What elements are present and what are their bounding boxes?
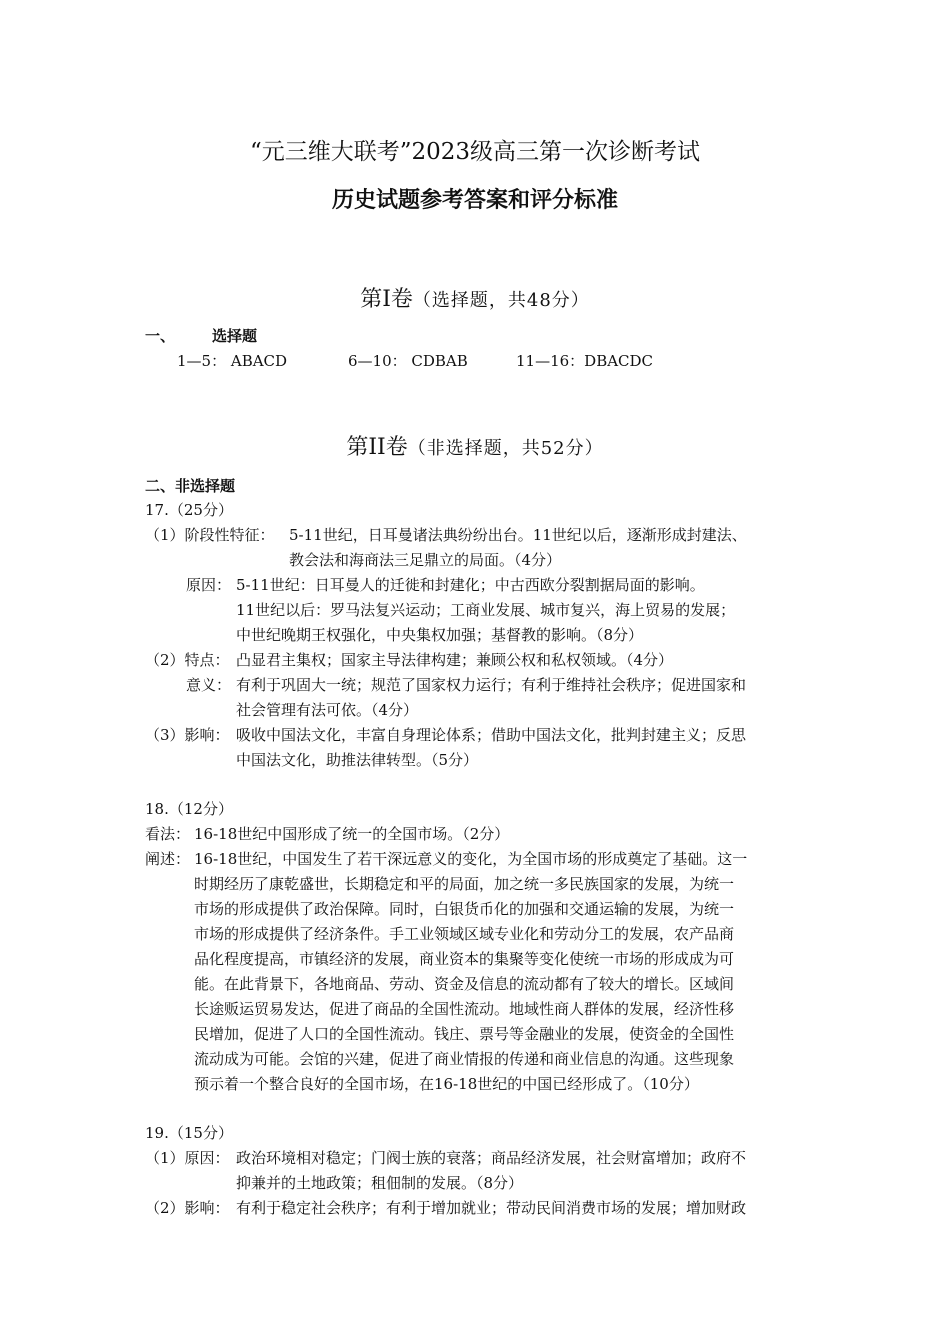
- q18-desc-line: 16-18世纪，中国发生了若干深远意义的变化，为全国市场的形成奠定了基础。这一: [194, 850, 748, 868]
- q17-heading: 17.（25分）: [145, 501, 233, 519]
- q19-part2-label: （2）影响：: [145, 1199, 230, 1217]
- q18-view-text: 16-18世纪中国形成了统一的全国市场。（2分）: [194, 825, 510, 843]
- section2-label: 二、非选择题: [145, 477, 236, 495]
- answers-11-16: 11—16：DBACDC: [516, 352, 654, 370]
- q19-part1-line2: 抑兼并的土地政策；租佃制的发展。（8分）: [236, 1174, 524, 1192]
- q18-desc-line: 品化程度提高，市镇经济的发展，商业资本的集聚等变化使统一市场的形成成为可: [194, 950, 735, 968]
- q19-part1-line1: 政治环境相对稳定；门阀士族的衰落；商品经济发展，社会财富增加；政府不: [236, 1149, 747, 1167]
- q18-desc-line: 时期经历了康乾盛世，长期稳定和平的局面，加之统一多民族国家的发展，为统一: [194, 875, 735, 893]
- part2-heading: [0, 432, 950, 465]
- q17-part1b-label: 原因：: [186, 576, 232, 594]
- q18-desc-line: 预示着一个整合良好的全国市场，在16-18世纪的中国已经形成了。（10分）: [194, 1075, 699, 1093]
- q17-part1b-line3: 中世纪晚期王权强化，中央集权加强；基督教的影响。（8分）: [236, 626, 644, 644]
- exam-subtitle: 历史试题参考答案和评分标准: [331, 188, 618, 213]
- answers-6-10: 6—10： CDBAB: [348, 352, 468, 370]
- q17-part1b-line2: 11世纪以后：罗马法复兴运动；工商业发展、城市复兴，海上贸易的发展；: [236, 601, 736, 619]
- q17-part3-label: （3）影响：: [145, 726, 230, 744]
- q18-desc-label: 阐述：: [145, 850, 191, 868]
- q18-view-label: 看法：: [145, 825, 191, 843]
- section1-number: 一、: [145, 327, 176, 345]
- q17-part2b-line2: 社会管理有法可依。（4分）: [236, 701, 419, 719]
- q19-heading: 19.（15分）: [145, 1124, 233, 1142]
- q17-part2-label: （2）特点：: [145, 651, 230, 669]
- q19-part1-label: （1）原因：: [145, 1149, 230, 1167]
- q19-part2-line1: 有利于稳定社会秩序；有利于增加就业；带动民间消费市场的发展；增加财政: [236, 1199, 747, 1217]
- q17-part1-label: （1）阶段性特征：: [145, 526, 275, 544]
- q18-desc-line: 能。在此背景下，各地商品、劳动、资金及信息的流动都有了较大的增长。区域间: [194, 975, 735, 993]
- q17-part3-line1: 吸收中国法文化，丰富自身理论体系；借助中国法文化，批判封建主义；反思: [236, 726, 747, 744]
- q17-part1-line1: 5-11世纪，日耳曼诸法典纷纷出台。11世纪以后，逐渐形成封建法、: [289, 526, 747, 544]
- q18-heading: 18.（12分）: [145, 800, 233, 818]
- section1-label: 选择题: [212, 327, 258, 345]
- q17-part1-line2: 教会法和海商法三足鼎立的局面。（4分）: [289, 551, 562, 569]
- q18-desc-line: 市场的形成提供了经济条件。手工业领域区域专业化和劳动分工的发展，农产品商: [194, 925, 735, 943]
- q18-desc-line: 长途贩运贸易发达，促进了商品的全国性流动。地域性商人群体的发展，经济性移: [194, 1000, 735, 1018]
- q17-part3-line2: 中国法文化，助推法律转型。（5分）: [236, 751, 479, 769]
- q17-part1b-line1: 5-11世纪：日耳曼人的迁徙和封建化；中古西欧分裂割据局面的影响。: [236, 576, 705, 594]
- q18-desc-line: 民增加，促进了人口的全国性流动。钱庄、票号等金融业的发展，使资金的全国性: [194, 1025, 735, 1043]
- q18-desc-line: 市场的形成提供了政治保障。同时，白银货币化的加强和交通运输的发展，为统一: [194, 900, 735, 918]
- part2-paren: （非选择题，共52分）: [407, 438, 604, 459]
- q17-part2-line1: 凸显君主集权；国家主导法律构建；兼顾公权和私权领域。（4分）: [236, 651, 674, 669]
- part2-title: 第II卷: [346, 435, 408, 460]
- q17-part2b-line1: 有利于巩固大一统；规范了国家权力运行；有利于维持社会秩序；促进国家和: [236, 676, 747, 694]
- part1-title: 第I卷: [360, 287, 413, 312]
- q18-desc-line: 流动成为可能。会馆的兴建，促进了商业情报的传递和商业信息的沟通。这些现象: [194, 1050, 735, 1068]
- answers-1-5: 1—5： ABACD: [177, 352, 288, 370]
- part1-paren: （选择题，共48分）: [412, 290, 590, 311]
- exam-title: “元三维大联考”2023级高三第一次诊断考试: [249, 139, 701, 165]
- q17-part2b-label: 意义：: [186, 676, 232, 694]
- part1-heading: [0, 284, 950, 317]
